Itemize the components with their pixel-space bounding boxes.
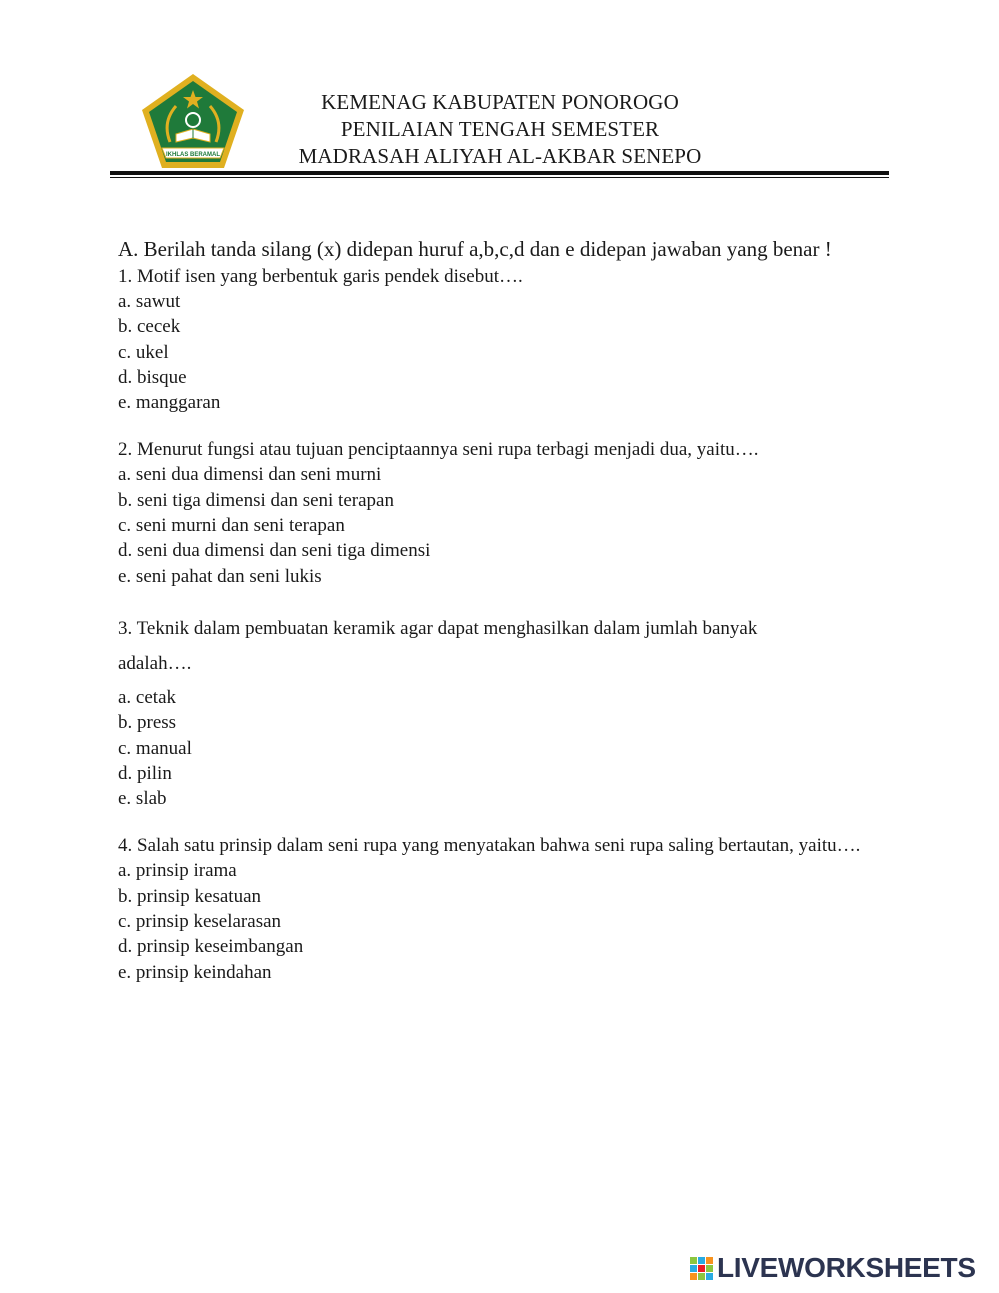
header-line-3: MADRASAH ALIYAH AL-AKBAR SENEPO [298, 144, 702, 168]
option-d[interactable]: d. seni dua dimensi dan seni tiga dimensi [118, 540, 431, 562]
option-b[interactable]: b. seni tiga dimensi dan seni terapan [118, 489, 394, 511]
option-d[interactable]: d. pilin [118, 762, 172, 784]
option-e[interactable]: e. seni pahat dan seni lukis [118, 565, 322, 587]
liveworksheets-logo-icon [690, 1257, 714, 1281]
question-text-line-1: 3. Teknik dalam pembuatan keramik agar dapat menghasilkan dalam jumlah banyak [118, 617, 758, 639]
option-c[interactable]: c. ukel [118, 341, 169, 363]
header-line-2: PENILAIAN TENGAH SEMESTER [340, 117, 660, 141]
option-b[interactable]: b. prinsip kesatuan [118, 885, 262, 907]
liveworksheets-watermark [690, 1252, 990, 1284]
option-d[interactable]: d. prinsip keseimbangan [118, 936, 304, 958]
watermark-text: LIVEWORKSHEETS [717, 1252, 976, 1283]
question-text: 2. Menurut fungsi atau tujuan penciptaannya seni rupa terbagi menjadi dua, yaitu…. [118, 439, 759, 461]
instruction-text: A. Berilah tanda silang (x) didepan huruf a,b,c,d dan e didepan jawaban yang benar ! [118, 237, 832, 261]
question-text: 1. Motif isen yang berbentuk garis pendek disebut…. [118, 266, 523, 287]
question-list [118, 236, 878, 985]
option-c[interactable]: c. prinsip keselarasan [118, 911, 282, 933]
question-3 [118, 611, 878, 811]
option-e[interactable]: e. prinsip keindahan [118, 961, 272, 983]
option-a[interactable]: a. cetak [118, 686, 177, 708]
question-text: 4. Salah satu prinsip dalam seni rupa yang menyatakan bahwa seni rupa saling bertautan, yaitu…. [118, 835, 861, 857]
question-1 [118, 264, 878, 415]
option-a[interactable]: a. prinsip irama [118, 860, 237, 882]
kemenag-logo [140, 72, 246, 170]
option-c[interactable]: c. manual [118, 737, 192, 759]
option-b[interactable]: b. press [118, 712, 177, 734]
option-e[interactable]: e. slab [118, 788, 167, 810]
letterhead [250, 89, 750, 170]
question-text-line-2: adalah…. [118, 652, 192, 674]
header-rule-thin [110, 177, 889, 178]
header-line-1: KEMENAG KABUPATEN PONOROGO [321, 90, 679, 114]
option-c[interactable]: c. seni murni dan seni terapan [118, 515, 345, 537]
question-4 [118, 833, 878, 984]
option-a[interactable]: a. seni dua dimensi dan seni murni [118, 464, 382, 486]
header-rule-thick [110, 171, 889, 175]
option-d[interactable]: d. bisque [118, 366, 187, 388]
logo-ribbon-text: IKHLAS BERAMAL [166, 152, 220, 158]
option-e[interactable]: e. manggaran [118, 392, 221, 414]
option-b[interactable]: b. cecek [118, 316, 181, 338]
question-2 [118, 437, 878, 588]
option-a[interactable]: a. sawut [118, 291, 181, 312]
